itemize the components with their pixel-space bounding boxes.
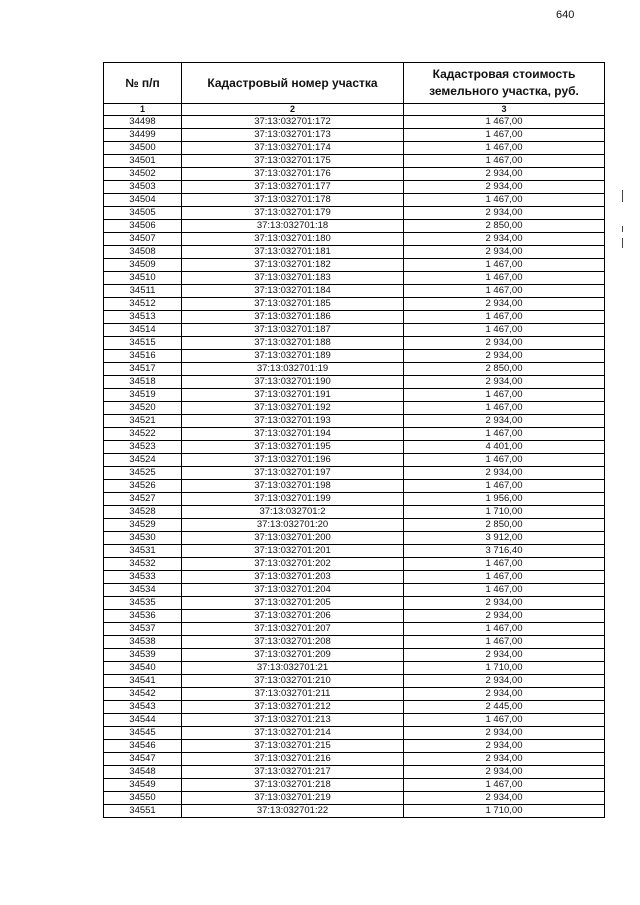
table-row xyxy=(104,675,605,688)
column-number-row xyxy=(104,104,605,116)
row-number-cell: 34499 xyxy=(104,129,182,142)
cadastral-value-cell: 2 934,00 xyxy=(404,168,605,181)
row-number-cell: 34501 xyxy=(104,155,182,168)
cadastral-number-cell: 37:13:032701:206 xyxy=(182,610,404,623)
cadastral-number-cell: 37:13:032701:177 xyxy=(182,181,404,194)
cadastral-value-cell: 1 467,00 xyxy=(404,623,605,636)
cadastral-value-cell: 1 467,00 xyxy=(404,142,605,155)
table-row xyxy=(104,714,605,727)
table-row xyxy=(104,519,605,532)
cadastral-number-cell: 37:13:032701:178 xyxy=(182,194,404,207)
cadastral-number-cell: 37:13:032701:201 xyxy=(182,545,404,558)
cadastral-value-cell: 1 956,00 xyxy=(404,493,605,506)
cadastral-number-cell: 37:13:032701:204 xyxy=(182,584,404,597)
cadastral-number-cell: 37:13:032701:214 xyxy=(182,727,404,740)
cadastral-number-cell: 37:13:032701:197 xyxy=(182,467,404,480)
cadastral-number-cell: 37:13:032701:191 xyxy=(182,389,404,402)
cadastral-value-cell: 1 710,00 xyxy=(404,805,605,818)
cadastral-value-cell: 1 467,00 xyxy=(404,194,605,207)
page-number: 640 xyxy=(556,9,575,21)
table-row xyxy=(104,337,605,350)
table-header-row xyxy=(104,63,605,104)
cadastral-number-cell: 37:13:032701:18 xyxy=(182,220,404,233)
row-number-cell: 34510 xyxy=(104,272,182,285)
table-row xyxy=(104,129,605,142)
cadastral-value-cell: 1 467,00 xyxy=(404,285,605,298)
cadastral-value-cell: 1 467,00 xyxy=(404,454,605,467)
cadastral-value-cell: 2 934,00 xyxy=(404,688,605,701)
cadastral-value-cell: 2 934,00 xyxy=(404,766,605,779)
row-number-cell: 34550 xyxy=(104,792,182,805)
cadastral-value-cell: 2 850,00 xyxy=(404,363,605,376)
row-number-cell: 34504 xyxy=(104,194,182,207)
cadastral-number-cell: 37:13:032701:199 xyxy=(182,493,404,506)
row-number-cell: 34520 xyxy=(104,402,182,415)
cadastral-number-cell: 37:13:032701:2 xyxy=(182,506,404,519)
row-number-cell: 34539 xyxy=(104,649,182,662)
cadastral-number-cell: 37:13:032701:172 xyxy=(182,116,404,129)
cadastral-value-cell: 2 934,00 xyxy=(404,298,605,311)
cadastral-number-cell: 37:13:032701:182 xyxy=(182,259,404,272)
cadastral-value-cell: 1 467,00 xyxy=(404,116,605,129)
cadastral-value-cell: 2 934,00 xyxy=(404,727,605,740)
cadastral-value-cell: 2 934,00 xyxy=(404,337,605,350)
table-row xyxy=(104,610,605,623)
row-number-cell: 34541 xyxy=(104,675,182,688)
table-row xyxy=(104,727,605,740)
cadastral-number-cell: 37:13:032701:174 xyxy=(182,142,404,155)
row-number-cell: 34519 xyxy=(104,389,182,402)
table-row xyxy=(104,116,605,129)
row-number-cell: 34500 xyxy=(104,142,182,155)
table-row xyxy=(104,506,605,519)
cadastral-number-cell: 37:13:032701:211 xyxy=(182,688,404,701)
cadastral-number-cell: 37:13:032701:181 xyxy=(182,246,404,259)
cadastral-value-cell: 1 710,00 xyxy=(404,662,605,675)
row-number-cell: 34526 xyxy=(104,480,182,493)
table-row xyxy=(104,207,605,220)
table-row xyxy=(104,571,605,584)
row-number-cell: 34531 xyxy=(104,545,182,558)
table-row xyxy=(104,454,605,467)
cadastral-value-cell: 3 912,00 xyxy=(404,532,605,545)
row-number-cell: 34545 xyxy=(104,727,182,740)
table-row xyxy=(104,233,605,246)
table-row xyxy=(104,350,605,363)
margin-mark xyxy=(622,238,623,248)
row-number-cell: 34522 xyxy=(104,428,182,441)
row-number-cell: 34529 xyxy=(104,519,182,532)
cadastral-number-cell: 37:13:032701:176 xyxy=(182,168,404,181)
table-row xyxy=(104,649,605,662)
row-number-cell: 34515 xyxy=(104,337,182,350)
table-row xyxy=(104,363,605,376)
table-row xyxy=(104,636,605,649)
cadastral-value-cell: 1 467,00 xyxy=(404,389,605,402)
header-cadastral-value: Кадастровая стоимость земельного участка, руб. xyxy=(404,63,605,104)
cadastral-value-cell: 1 467,00 xyxy=(404,571,605,584)
row-number-cell: 34512 xyxy=(104,298,182,311)
cadastral-number-cell: 37:13:032701:20 xyxy=(182,519,404,532)
row-number-cell: 34507 xyxy=(104,233,182,246)
cadastral-number-cell: 37:13:032701:215 xyxy=(182,740,404,753)
cadastral-value-cell: 1 467,00 xyxy=(404,480,605,493)
table-row xyxy=(104,311,605,324)
table-row xyxy=(104,402,605,415)
margin-mark xyxy=(622,226,623,232)
cadastral-number-cell: 37:13:032701:189 xyxy=(182,350,404,363)
cadastral-value-cell: 2 934,00 xyxy=(404,207,605,220)
row-number-cell: 34506 xyxy=(104,220,182,233)
cadastral-value-cell: 1 467,00 xyxy=(404,402,605,415)
cadastral-number-cell: 37:13:032701:193 xyxy=(182,415,404,428)
row-number-cell: 34528 xyxy=(104,506,182,519)
row-number-cell: 34546 xyxy=(104,740,182,753)
cadastral-value-cell: 1 467,00 xyxy=(404,714,605,727)
cadastral-value-cell: 1 467,00 xyxy=(404,428,605,441)
table-row xyxy=(104,688,605,701)
table-row xyxy=(104,779,605,792)
cadastral-number-cell: 37:13:032701:200 xyxy=(182,532,404,545)
cadastral-number-cell: 37:13:032701:216 xyxy=(182,753,404,766)
cadastral-number-cell: 37:13:032701:198 xyxy=(182,480,404,493)
cadastral-number-cell: 37:13:032701:202 xyxy=(182,558,404,571)
cadastral-value-cell: 2 445,00 xyxy=(404,701,605,714)
cadastral-number-cell: 37:13:032701:173 xyxy=(182,129,404,142)
row-number-cell: 34509 xyxy=(104,259,182,272)
header-cadastral-number: Кадастровый номер участка xyxy=(182,63,404,104)
row-number-cell: 34503 xyxy=(104,181,182,194)
row-number-cell: 34523 xyxy=(104,441,182,454)
cadastral-number-cell: 37:13:032701:209 xyxy=(182,649,404,662)
cadastral-table xyxy=(103,62,605,818)
cadastral-value-cell: 1 467,00 xyxy=(404,155,605,168)
cadastral-number-cell: 37:13:032701:212 xyxy=(182,701,404,714)
row-number-cell: 34518 xyxy=(104,376,182,389)
row-number-cell: 34543 xyxy=(104,701,182,714)
row-number-cell: 34513 xyxy=(104,311,182,324)
row-number-cell: 34535 xyxy=(104,597,182,610)
row-number-cell: 34544 xyxy=(104,714,182,727)
table-row xyxy=(104,194,605,207)
cadastral-number-cell: 37:13:032701:194 xyxy=(182,428,404,441)
cadastral-number-cell: 37:13:032701:175 xyxy=(182,155,404,168)
table-row xyxy=(104,623,605,636)
margin-mark xyxy=(622,190,623,202)
cadastral-value-cell: 2 934,00 xyxy=(404,350,605,363)
cadastral-number-cell: 37:13:032701:217 xyxy=(182,766,404,779)
table-row xyxy=(104,272,605,285)
column-number-1: 1 xyxy=(104,104,182,116)
row-number-cell: 34511 xyxy=(104,285,182,298)
table-body xyxy=(104,116,605,818)
cadastral-number-cell: 37:13:032701:203 xyxy=(182,571,404,584)
row-number-cell: 34525 xyxy=(104,467,182,480)
cadastral-value-cell: 2 850,00 xyxy=(404,220,605,233)
cadastral-value-cell: 4 401,00 xyxy=(404,441,605,454)
cadastral-number-cell: 37:13:032701:188 xyxy=(182,337,404,350)
row-number-cell: 34547 xyxy=(104,753,182,766)
table-row xyxy=(104,662,605,675)
table-row xyxy=(104,220,605,233)
cadastral-value-cell: 2 934,00 xyxy=(404,649,605,662)
row-number-cell: 34542 xyxy=(104,688,182,701)
cadastral-value-cell: 1 467,00 xyxy=(404,779,605,792)
cadastral-number-cell: 37:13:032701:19 xyxy=(182,363,404,376)
cadastral-number-cell: 37:13:032701:190 xyxy=(182,376,404,389)
table-row xyxy=(104,467,605,480)
row-number-cell: 34548 xyxy=(104,766,182,779)
cadastral-value-cell: 2 850,00 xyxy=(404,519,605,532)
cadastral-number-cell: 37:13:032701:187 xyxy=(182,324,404,337)
cadastral-number-cell: 37:13:032701:179 xyxy=(182,207,404,220)
cadastral-number-cell: 37:13:032701:183 xyxy=(182,272,404,285)
cadastral-value-cell: 2 934,00 xyxy=(404,415,605,428)
cadastral-value-cell: 1 467,00 xyxy=(404,558,605,571)
cadastral-value-cell: 2 934,00 xyxy=(404,597,605,610)
cadastral-number-cell: 37:13:032701:207 xyxy=(182,623,404,636)
cadastral-number-cell: 37:13:032701:213 xyxy=(182,714,404,727)
table-row xyxy=(104,441,605,454)
cadastral-number-cell: 37:13:032701:208 xyxy=(182,636,404,649)
cadastral-value-cell: 2 934,00 xyxy=(404,376,605,389)
cadastral-value-cell: 1 467,00 xyxy=(404,584,605,597)
cadastral-number-cell: 37:13:032701:184 xyxy=(182,285,404,298)
cadastral-number-cell: 37:13:032701:192 xyxy=(182,402,404,415)
table-row xyxy=(104,181,605,194)
row-number-cell: 34533 xyxy=(104,571,182,584)
cadastral-value-cell: 2 934,00 xyxy=(404,181,605,194)
cadastral-value-cell: 1 467,00 xyxy=(404,129,605,142)
table-row xyxy=(104,740,605,753)
cadastral-number-cell: 37:13:032701:185 xyxy=(182,298,404,311)
cadastral-value-cell: 2 934,00 xyxy=(404,467,605,480)
cadastral-number-cell: 37:13:032701:196 xyxy=(182,454,404,467)
cadastral-value-cell: 2 934,00 xyxy=(404,246,605,259)
cadastral-value-cell: 2 934,00 xyxy=(404,233,605,246)
cadastral-number-cell: 37:13:032701:195 xyxy=(182,441,404,454)
table-row xyxy=(104,766,605,779)
row-number-cell: 34516 xyxy=(104,350,182,363)
row-number-cell: 34502 xyxy=(104,168,182,181)
table-row xyxy=(104,376,605,389)
table-row xyxy=(104,597,605,610)
row-number-cell: 34527 xyxy=(104,493,182,506)
column-number-2: 2 xyxy=(182,104,404,116)
cadastral-value-cell: 1 710,00 xyxy=(404,506,605,519)
table-row xyxy=(104,168,605,181)
table-row xyxy=(104,324,605,337)
cadastral-number-cell: 37:13:032701:186 xyxy=(182,311,404,324)
table-row xyxy=(104,480,605,493)
cadastral-value-cell: 1 467,00 xyxy=(404,259,605,272)
row-number-cell: 34551 xyxy=(104,805,182,818)
table-row xyxy=(104,584,605,597)
table-row xyxy=(104,246,605,259)
row-number-cell: 34524 xyxy=(104,454,182,467)
row-number-cell: 34538 xyxy=(104,636,182,649)
cadastral-number-cell: 37:13:032701:210 xyxy=(182,675,404,688)
row-number-cell: 34534 xyxy=(104,584,182,597)
cadastral-value-cell: 2 934,00 xyxy=(404,792,605,805)
cadastral-number-cell: 37:13:032701:22 xyxy=(182,805,404,818)
cadastral-value-cell: 2 934,00 xyxy=(404,675,605,688)
header-row-number: № п/п xyxy=(104,63,182,104)
cadastral-value-cell: 2 934,00 xyxy=(404,610,605,623)
table-row xyxy=(104,259,605,272)
table-row xyxy=(104,142,605,155)
table-row xyxy=(104,701,605,714)
row-number-cell: 34517 xyxy=(104,363,182,376)
table-row xyxy=(104,545,605,558)
cadastral-value-cell: 2 934,00 xyxy=(404,753,605,766)
cadastral-value-cell: 1 467,00 xyxy=(404,324,605,337)
row-number-cell: 34530 xyxy=(104,532,182,545)
row-number-cell: 34521 xyxy=(104,415,182,428)
row-number-cell: 34537 xyxy=(104,623,182,636)
table-row xyxy=(104,285,605,298)
row-number-cell: 34549 xyxy=(104,779,182,792)
table-row xyxy=(104,805,605,818)
table-row xyxy=(104,532,605,545)
table-row xyxy=(104,389,605,402)
cadastral-number-cell: 37:13:032701:180 xyxy=(182,233,404,246)
cadastral-value-cell: 3 716,40 xyxy=(404,545,605,558)
cadastral-value-cell: 2 934,00 xyxy=(404,740,605,753)
table-row xyxy=(104,298,605,311)
table-row xyxy=(104,753,605,766)
table-row xyxy=(104,558,605,571)
cadastral-number-cell: 37:13:032701:205 xyxy=(182,597,404,610)
cadastral-value-cell: 1 467,00 xyxy=(404,272,605,285)
row-number-cell: 34532 xyxy=(104,558,182,571)
row-number-cell: 34540 xyxy=(104,662,182,675)
table-row xyxy=(104,493,605,506)
row-number-cell: 34505 xyxy=(104,207,182,220)
cadastral-number-cell: 37:13:032701:21 xyxy=(182,662,404,675)
table-row xyxy=(104,155,605,168)
cadastral-number-cell: 37:13:032701:219 xyxy=(182,792,404,805)
row-number-cell: 34536 xyxy=(104,610,182,623)
row-number-cell: 34508 xyxy=(104,246,182,259)
table-row xyxy=(104,415,605,428)
row-number-cell: 34514 xyxy=(104,324,182,337)
table-row xyxy=(104,428,605,441)
row-number-cell: 34498 xyxy=(104,116,182,129)
cadastral-value-cell: 1 467,00 xyxy=(404,636,605,649)
cadastral-value-cell: 1 467,00 xyxy=(404,311,605,324)
column-number-3: 3 xyxy=(404,104,605,116)
table-row xyxy=(104,792,605,805)
cadastral-number-cell: 37:13:032701:218 xyxy=(182,779,404,792)
